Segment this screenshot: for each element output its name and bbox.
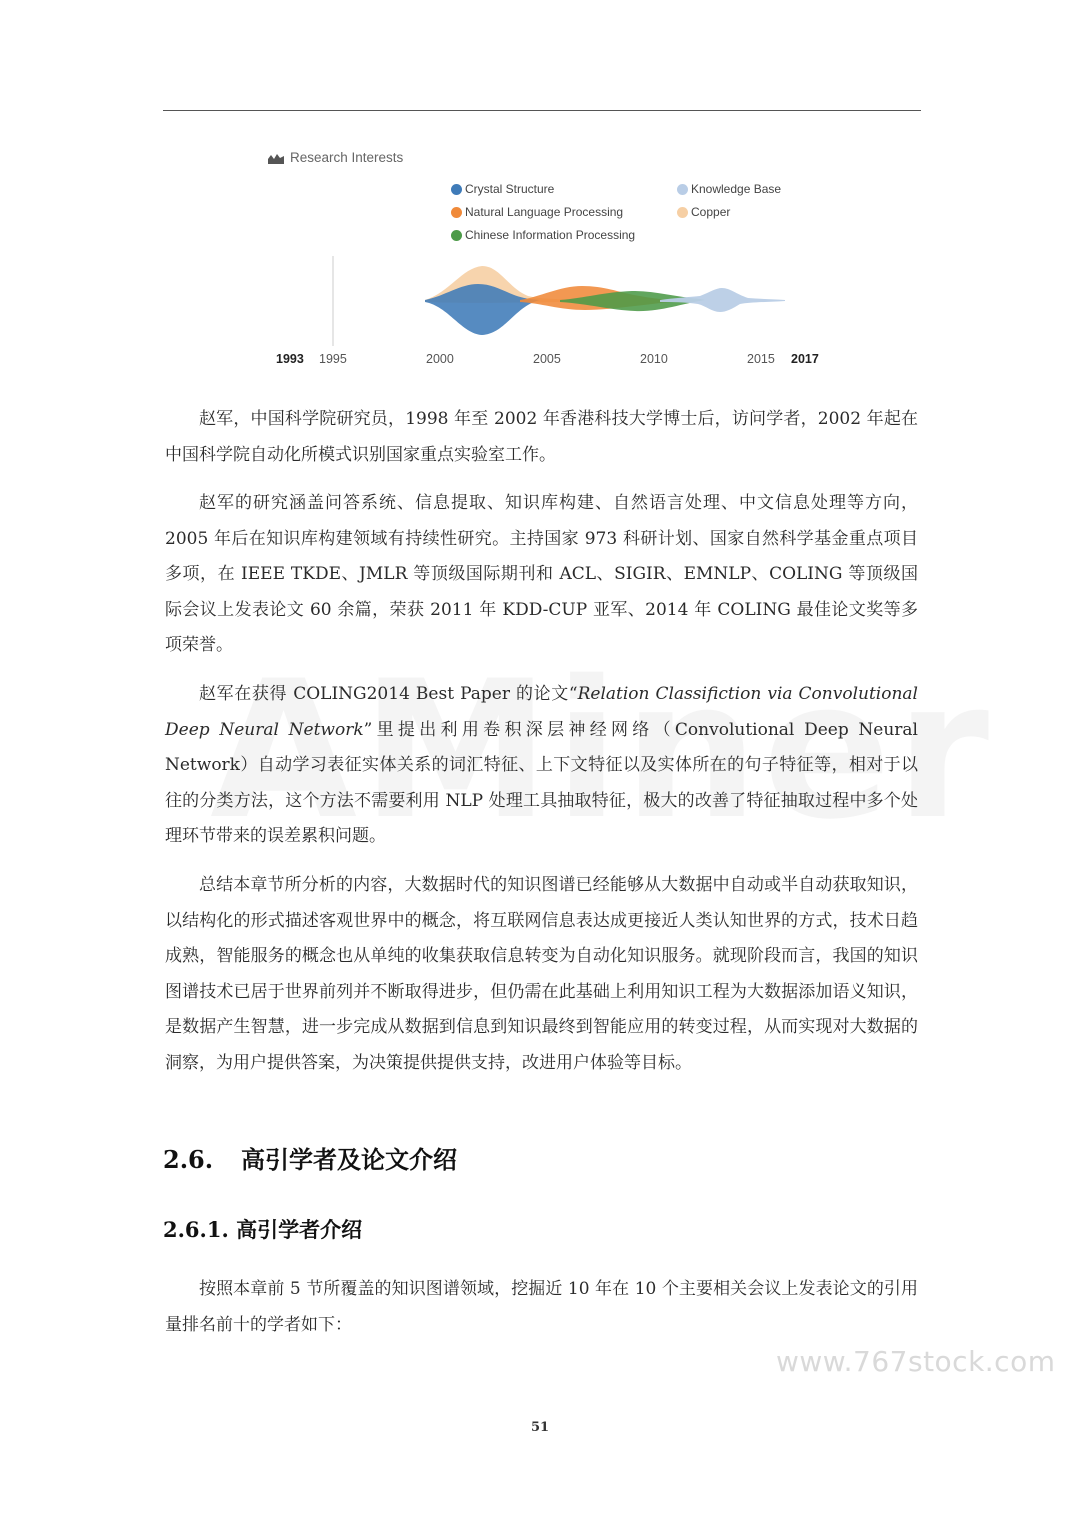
paragraph-coling-paper	[165, 677, 918, 855]
paper-title: Relation Classifiction via Convolutional Deep Neural Network	[165, 684, 918, 740]
section-number: 2.6.	[163, 1145, 214, 1174]
legend-label: Crystal Structure	[465, 182, 555, 196]
legend-label: Copper	[691, 205, 731, 219]
site-watermark: www.767stock.com	[776, 1345, 1056, 1378]
axis-end-year: 2017	[791, 352, 819, 366]
chart-title-text: Research Interests	[290, 150, 404, 165]
paragraph-intro-scholars: 按照本章前 5 节所覆盖的知识图谱领域，挖掘近 10 年在 10 个主要相关会议上发表论文的引用量排名前十的学者如下：	[165, 1279, 918, 1335]
paragraph-summary: 总结本章节所分析的内容，大数据时代的知识图谱已经能够从大数据中自动或半自动获取知识，以结构化的形式描述客观世界中的概念，将互联网信息表达成更接近人类认知世界的方式，技术日趋成熟，智能服务的概念也从单纯的收集获取信息转变为自动化知识服务。就现阶段而言，我国的知识图谱技术已居于世界前列并不断取得进步，但仍需在此基础上利用知识工程为大数据添加语义知识，是数据产生智慧，进一步完成从数据到信息到知识最终到智能应用的转变过程，从而实现对大数据的洞察，为用户提供答案，为决策提供提供支持，改进用户体验等目标。	[165, 875, 918, 1073]
section-title: 高引学者及论文介绍	[241, 1145, 457, 1174]
axis-start-year: 1993	[276, 352, 304, 366]
paragraph-bio: 赵军，中国科学院研究员，1998 年至 2002 年香港科技大学博士后，访问学者，2002 年起在中国科学院自动化所模式识别国家重点实验室工作。	[165, 409, 918, 465]
section-heading	[163, 1140, 457, 1175]
legend-label: Chinese Information Processing	[465, 228, 636, 242]
page-number: 51	[530, 1420, 550, 1435]
axis-tick: 2005	[533, 352, 561, 366]
axis-tick: 2015	[747, 352, 775, 366]
paragraph-text: ”里提出利用卷积深层神经网络（Convolutional Deep Neural Network）自动学习表征实体关系的词汇特征、上下文特征以及实体所在的句子特征等，相对于以往的分类方法，这个方法不需要利用 NLP 处理工具抽取特征，极大的改善了特征抽取过程中多个处理环节带来的误差累积问题。	[165, 719, 918, 846]
subsection-heading: 2.6.1. 高引学者介绍	[163, 1217, 363, 1242]
axis-tick: 1995	[319, 352, 347, 366]
legend-label: Knowledge Base	[691, 182, 782, 196]
paragraph-research: 赵军的研究涵盖问答系统、信息提取、知识库构建、自然语言处理、中文信息处理等方向，2005 年后在知识库构建领域有持续性研究。主持国家 973 科研计划、国家自然科学基金重点项目多项，在 IEEE TKDE、JMLR 等顶级国际期刊和 ACL、SIGIR、EMNLP、COLING 等顶级国际会议上发表论文 60 余篇，荣获 2011 年 KDD-CUP 亚军、2014 年 COLING 最佳论文奖等多项荣誉。	[165, 493, 918, 655]
axis-tick: 2000	[426, 352, 454, 366]
stream-knowledge-base	[660, 288, 785, 312]
paragraph-text: 赵军在获得 COLING2014 Best Paper 的论文“	[199, 684, 578, 704]
streamgraph	[0, 0, 1080, 380]
axis-tick: 2010	[640, 352, 668, 366]
legend-label: Natural Language Processing	[465, 205, 624, 219]
